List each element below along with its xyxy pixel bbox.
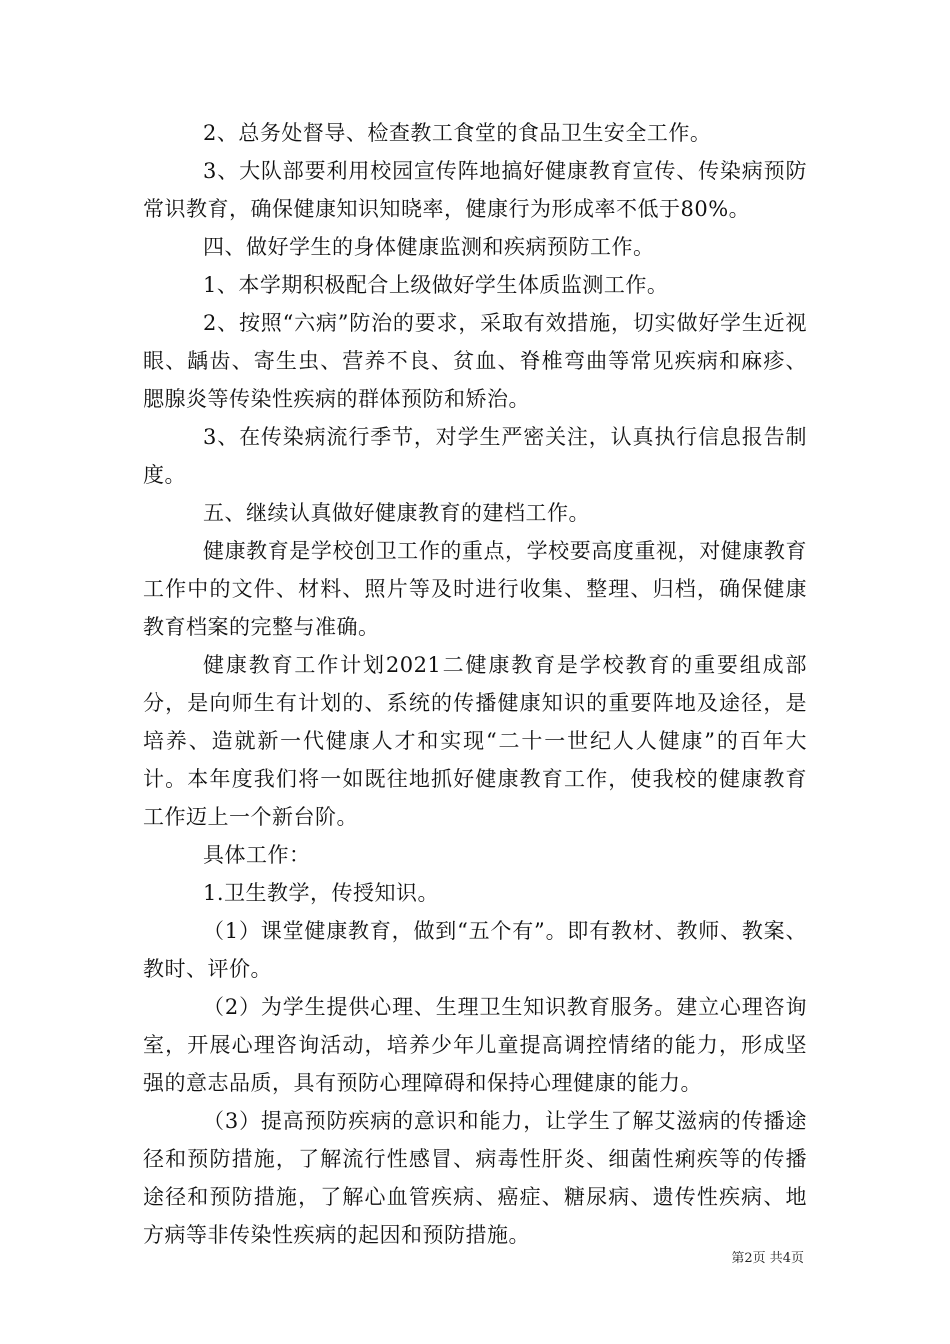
document-body: [143, 114, 807, 1254]
section-heading: 五、继续认真做好健康教育的建档工作。: [203, 501, 590, 525]
paragraph: 1.卫生教学，传授知识。: [203, 881, 440, 905]
paragraph: 健康教育是学校创卫工作的重点，学校要高度重视，对健康教育工作中的文件、材料、照片等及时进行收集、整理、归档，确保健康教育档案的完整与准确。: [143, 539, 807, 639]
section-heading: 具体工作：: [203, 843, 311, 867]
page-number: 第2页 共4页: [731, 1251, 804, 1266]
section-heading: 四、做好学生的身体健康监测和疾病预防工作。: [203, 235, 655, 259]
paragraph: 2、按照“六病”防治的要求，采取有效措施，切实做好学生近视眼、龋齿、寄生虫、营养不良、贫血、脊椎弯曲等常见疾病和麻疹、腮腺炎等传染性疾病的群体预防和矫治。: [143, 311, 807, 411]
paragraph: 3、大队部要利用校园宣传阵地搞好健康教育宣传、传染病预防常识教育，确保健康知识知晓率，健康行为形成率不低于80%。: [143, 159, 807, 221]
paragraph: （3）提高预防疾病的意识和能力，让学生了解艾滋病的传播途径和预防措施，了解流行性感冒、病毒性肝炎、细菌性痢疾等的传播途径和预防措施，了解心血管疾病、癌症、糖尿病、遗传性疾病、地方病等非传染性疾病的起因和预防措施。: [143, 1109, 807, 1247]
paragraph: （1）课堂健康教育，做到“五个有”。即有教材、教师、教案、教时、评价。: [143, 919, 807, 981]
paragraph: （2）为学生提供心理、生理卫生知识教育服务。建立心理咨询室，开展心理咨询活动，培养少年儿童提高调控情绪的能力，形成坚强的意志品质，具有预防心理障碍和保持心理健康的能力。: [143, 995, 807, 1095]
paragraph: 1、本学期积极配合上级做好学生体质监测工作。: [203, 273, 669, 297]
paragraph: 健康教育工作计划2021二健康教育是学校教育的重要组成部分，是向师生有计划的、系统的传播健康知识的重要阵地及途径，是培养、造就新一代健康人才和实现“二十一世纪人人健康”的百年大计。本年度我们将一如既往地抓好健康教育工作，使我校的健康教育工作迈上一个新台阶。: [143, 653, 807, 829]
paragraph: 3、在传染病流行季节，对学生严密关注，认真执行信息报告制度。: [143, 425, 807, 487]
paragraph: 2、总务处督导、检查教工食堂的食品卫生安全工作。: [203, 121, 712, 145]
